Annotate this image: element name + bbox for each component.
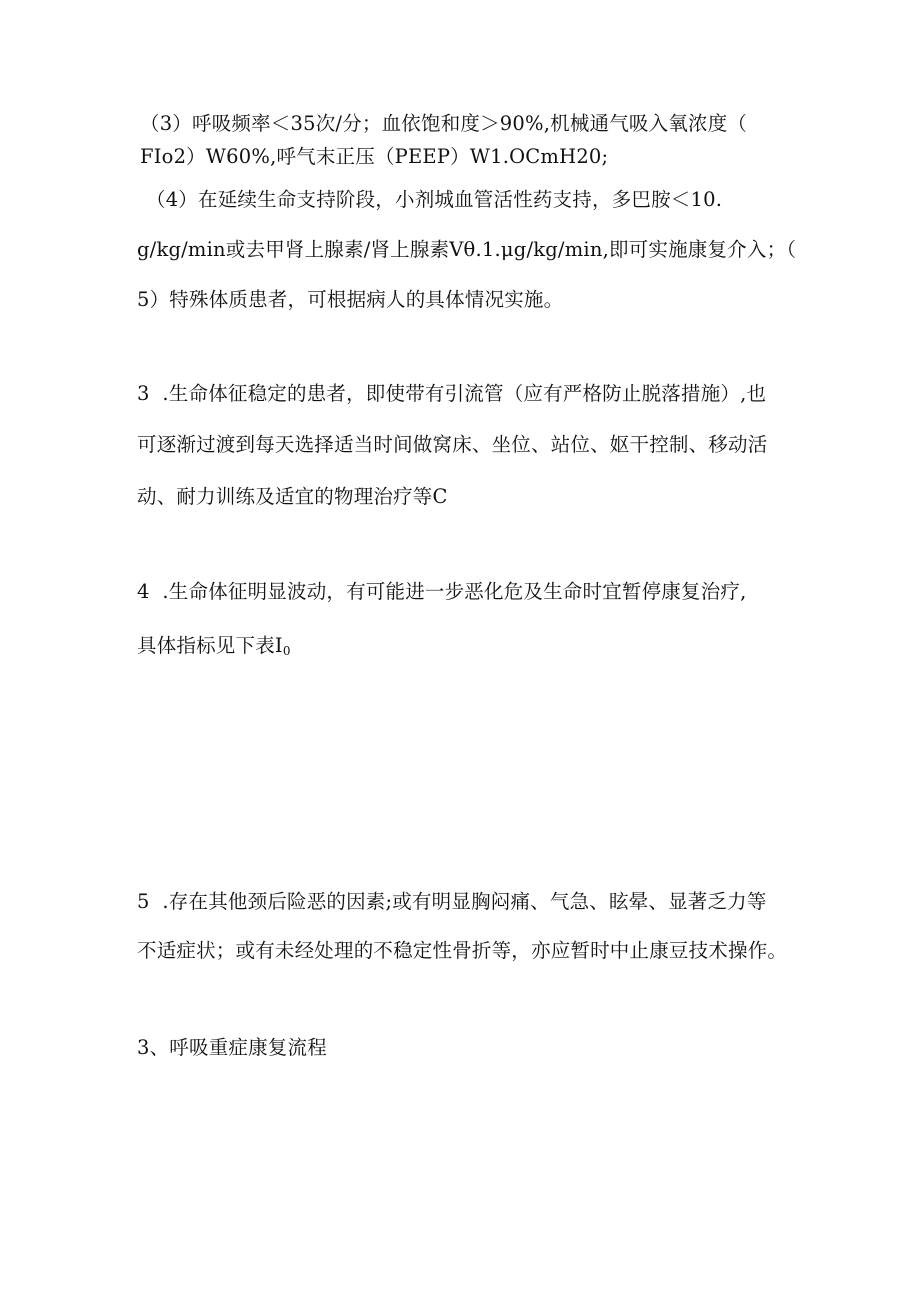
- para-4-line-1: （4）在延续生命支持阶段，小剂城血管活性药支持，多巴胺＜10.: [146, 188, 723, 211]
- item-3-line-1: 3 .生命体征稳定的患者，即使带有引流管（应有严格防止脱落措施）,也: [137, 382, 767, 405]
- item-5-line-2: 不适症状；或有未经处理的不稳定性骨折等，亦应暂时中止康豆技术操作。: [137, 939, 788, 962]
- item-4-line-2-subscript: 0: [282, 644, 291, 658]
- item-3-line-3: 动、耐力训练及适宜的物理治疗等C: [137, 485, 448, 508]
- section-heading: 3、呼吸重症康复流程: [137, 1036, 327, 1059]
- para-3-line-2: FIo2）W60%,呼气末正压（PEEP）W1.OCmH20;: [140, 145, 609, 168]
- item-5-line-1: 5 .存在其他颈后险恶的因素;或有明显胸闷痛、气急、眩晕、显著乏力等: [137, 890, 767, 913]
- item-3-line-2: 可逐渐过渡到每天选择适当时间做窝床、坐位、站位、妪干控制、移动活: [137, 433, 768, 456]
- para-4-line-2: g/kg/min或去甲肾上腺素/肾上腺素Vθ.1.μg/kg/min,即可实施康复介入；（: [137, 238, 797, 261]
- item-4-line-1: 4 .生命体征明显波动，有可能进一步恶化危及生命时宜暂停康复治疗,: [137, 580, 747, 603]
- item-4-line-2-text: 具体指标见下表I: [137, 634, 283, 657]
- para-4-line-3: 5）特殊体质患者，可根据病人的具体情况实施。: [137, 288, 564, 311]
- item-4-line-2: [137, 632, 290, 665]
- para-3-line-1: （3）呼吸频率＜35次/分；血依饱和度＞90%,机械通气吸入氧浓度（: [140, 112, 748, 135]
